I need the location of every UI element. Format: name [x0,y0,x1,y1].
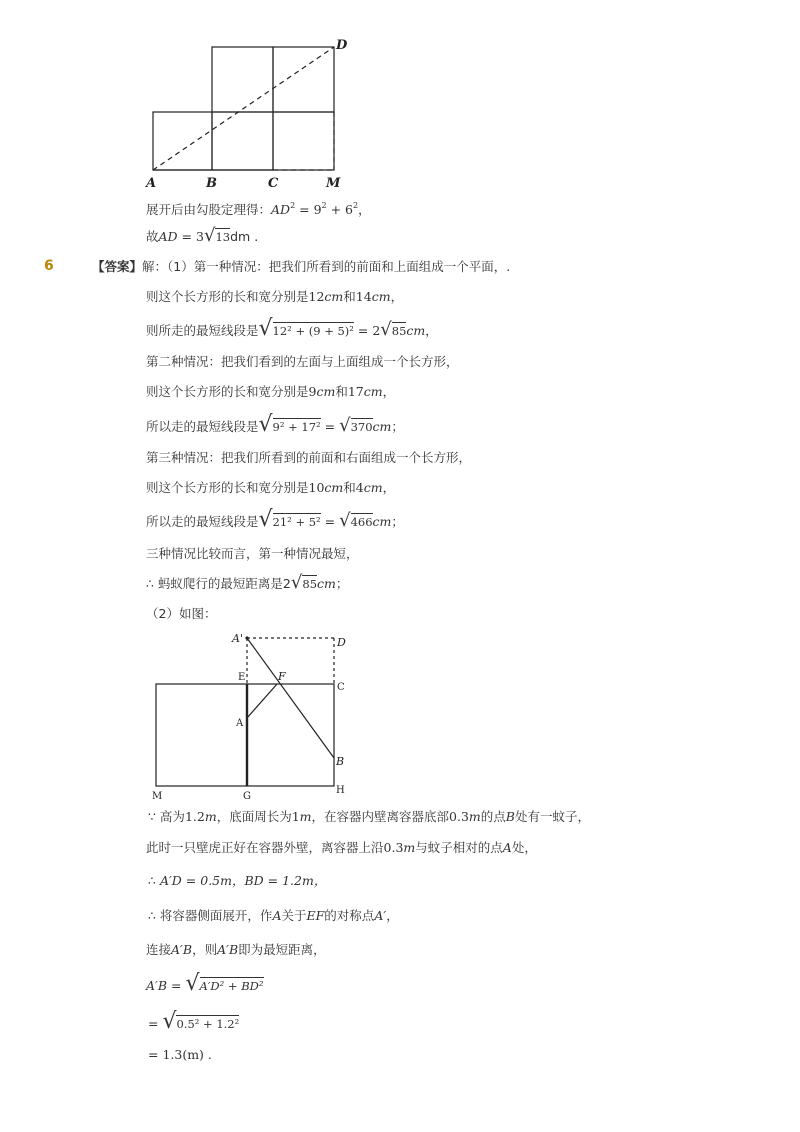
part2-line-7: = √0.5² + 1.2² [148,1009,240,1034]
label-F: F [278,670,286,683]
answer-line-11: ∴ 蚂蚁爬行的最短距离是2√85cm； [146,572,349,593]
answer-line-3: 则所走的最短线段是√12² + (9 + 5)² = 2√85cm， [146,316,438,341]
answer-line-7: 第三种情况：把我们所看到的前面和右面组成一个长方形， [146,450,472,465]
label-B: B [206,176,217,191]
answer-line-2: 则这个长方形的长和宽分别是12cm和14cm， [146,289,404,304]
pythagoras-line: 展开后由勾股定理得：$AD^2 = 9^2 + 6^2$， [146,201,371,217]
label-D: D [336,38,348,53]
label-A-prime: A' [232,632,243,645]
question-number: 6 [44,258,54,274]
label-B2: B [336,755,345,768]
label-M2: M [152,791,163,802]
answer-line-6: 所以走的最短线段是√9² + 17² = √370cm； [146,412,404,437]
part2-line-5: 连接A′B，则A′B即为最短距离， [146,942,326,957]
answer-intro: 【答案】解：（1）第一种情况：把我们所看到的前面和上面组成一个平面，. [92,259,511,274]
label-M: M [326,176,341,191]
answer-line-8: 则这个长方形的长和宽分别是10cm和4cm， [146,480,396,495]
label-D2: D [337,636,346,649]
part2-line-4: ∴ 将容器侧面展开，作A关于EF的对称点A′， [148,908,399,923]
part2-line-6: A′B = √A′D² + BD² [146,971,264,996]
part2-line-2: 此时一只壁虎正好在容器外壁，离容器上沿0.3m与蚊子相对的点A处， [146,840,537,855]
label-H: H [336,785,345,796]
part2-line-3: ∴ A′D = 0.5m，BD = 1.2m， [148,873,327,888]
answer-line-12: （2）如图： [146,606,217,621]
label-E: E [238,672,246,683]
result-line: 故AD = 3√13dm . [146,225,259,246]
answer-line-5: 则这个长方形的长和宽分别是9cm和17cm， [146,384,396,399]
part2-line-1: ∵ 高为1.2m，底面周长为1m，在容器内壁离容器底部0.3m的点B处有一蚊子， [148,809,590,824]
answer-line-10: 三种情况比较而言，第一种情况最短， [146,546,359,561]
answer-line-4: 第二种情况：把我们看到的左面与上面组成一个长方形， [146,354,459,369]
label-A2: A [236,718,244,729]
label-C2: C [337,682,345,693]
answer-line-9: 所以走的最短线段是√21² + 5² = √466cm； [146,507,404,532]
figure-container-unfolded [140,628,370,803]
part2-line-8: = 1.3(m) . [148,1047,212,1062]
figure-unfolded-net [140,35,370,195]
answer-label: 【答案】 [92,259,143,274]
label-C: C [268,176,279,191]
label-G: G [243,791,251,802]
label-A: A [146,176,157,191]
